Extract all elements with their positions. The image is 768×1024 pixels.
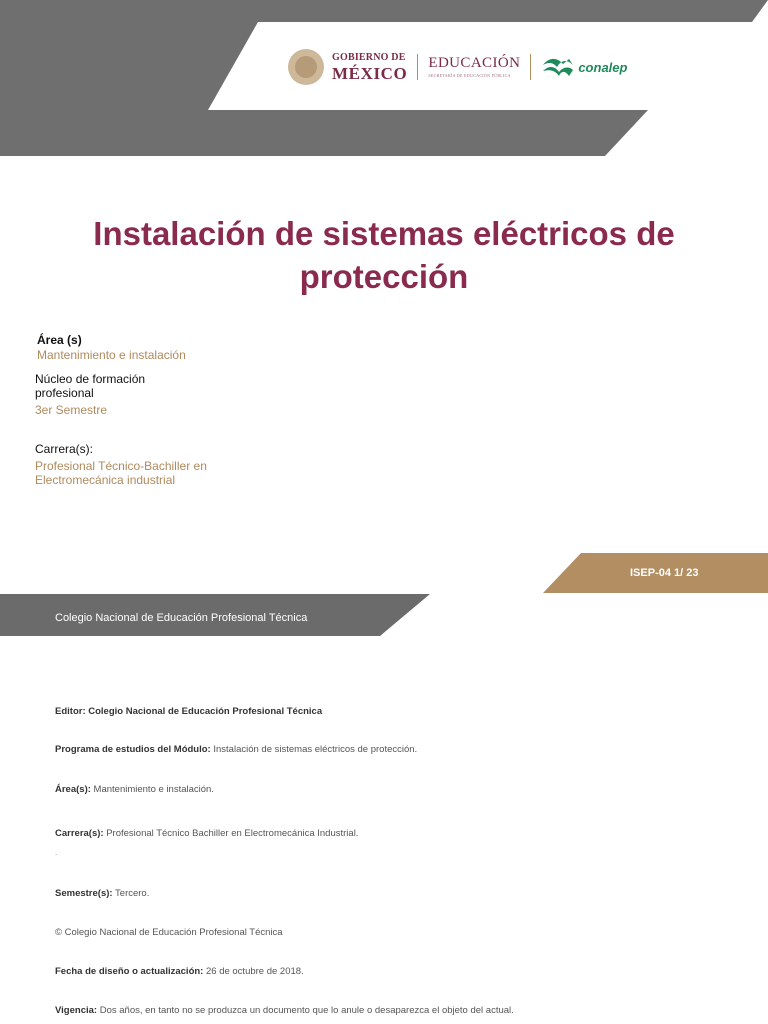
credit-programa: [55, 744, 417, 755]
credit-area: [55, 784, 214, 795]
conalep-text: conalep: [578, 59, 628, 75]
document-code: ISEP-04 1/ 23: [630, 567, 699, 579]
carrera-value: Profesional Técnico-Bachiller en Electromecánica industrial: [35, 459, 207, 487]
credit-fecha-value: 26 de octubre de 2018.: [203, 966, 304, 977]
credit-editor: Editor: Colegio Nacional de Educación Profesional Técnica: [55, 706, 323, 717]
logo-divider: [417, 54, 418, 80]
credit-vigencia: [55, 1005, 514, 1016]
document-title: Instalación de sistemas eléctricos de protección: [93, 215, 675, 295]
logo-divider: [530, 54, 531, 80]
conalep-mark-icon: [541, 56, 575, 78]
gobierno-logo: [332, 53, 407, 82]
area-label: Área (s): [37, 333, 82, 347]
credit-carrera: [55, 828, 358, 839]
logo-strip: [288, 46, 627, 88]
educacion-subtext: SECRETARÍA DE EDUCACIÓN PÚBLICA: [428, 73, 511, 78]
credit-fecha-label: Fecha de diseño o actualización:: [55, 966, 204, 977]
credit-fecha: [55, 966, 304, 977]
nucleo-label: Núcleo de formación profesional: [35, 372, 146, 400]
credit-carrera-label: Carrera(s):: [55, 828, 104, 839]
area-value: Mantenimiento e instalación: [37, 348, 186, 362]
credit-copyright: © Colegio Nacional de Educación Profesional Técnica: [55, 927, 283, 938]
credit-area-label: Área(s):: [55, 784, 91, 795]
credit-vigencia-label: Vigencia:: [55, 1005, 98, 1016]
credit-area-value: Mantenimiento e instalación.: [90, 784, 214, 795]
gobierno-line2: MÉXICO: [332, 63, 408, 83]
gobierno-line1: GOBIERNO DE: [332, 51, 406, 63]
credit-carrera-value: Profesional Técnico Bachiller en Electromecánica Industrial.: [103, 828, 359, 839]
stray-dot: .: [55, 848, 58, 857]
credit-programa-value: Instalación de sistemas eléctricos de protección.: [210, 744, 418, 755]
conalep-logo: [541, 56, 627, 78]
carrera-label: Carrera(s):: [35, 442, 94, 456]
credit-semestre-label: Semestre(s):: [55, 888, 113, 899]
educacion-logo: [428, 56, 520, 78]
institution-name: Colegio Nacional de Educación Profesional Técnica: [55, 612, 308, 624]
credit-semestre: [55, 888, 149, 899]
semestre-value: 3er Semestre: [35, 403, 108, 417]
credit-programa-label: Programa de estudios del Módulo:: [55, 744, 211, 755]
credit-semestre-value: Tercero.: [112, 888, 150, 899]
educacion-text: EDUCACIÓN: [428, 55, 521, 71]
mexico-seal-icon: [288, 49, 324, 85]
credit-vigencia-value: Dos años, en tanto no se produzca un documento que lo anule o desaparezca el objeto del actual.: [97, 1005, 514, 1016]
